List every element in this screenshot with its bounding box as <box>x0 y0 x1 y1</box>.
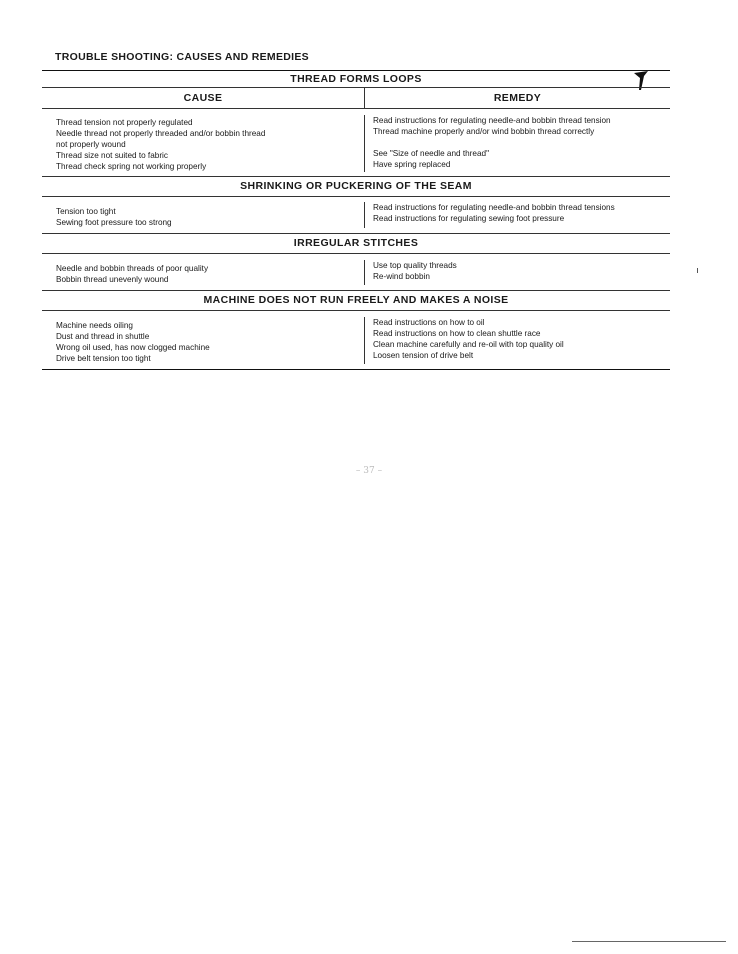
cause-cell <box>42 317 365 364</box>
cause-line: not properly wound <box>56 140 126 149</box>
footer-rule <box>572 941 726 942</box>
page-number: – 37 – <box>355 466 383 476</box>
remedy-line: Read instructions on how to clean shuttle race <box>373 329 541 338</box>
cause-cell <box>42 260 365 285</box>
remedy-line: Use top quality threads <box>373 261 457 270</box>
remedy-line: Clean machine carefully and re-oil with top quality oil <box>373 340 564 349</box>
cause-cell <box>42 115 365 172</box>
cause-line: Dust and thread in shuttle <box>56 332 150 341</box>
cause-column-header: CAUSE <box>42 88 365 108</box>
cause-line: Thread size not suited to fabric <box>56 151 168 160</box>
remedy-line: Read instructions for regulating sewing foot pressure <box>373 214 565 223</box>
section-row <box>42 254 670 290</box>
remedy-line: See "Size of needle and thread" <box>373 149 489 158</box>
remedy-line: Read instructions for regulating needle-and bobbin thread tensions <box>373 203 615 212</box>
remedy-cell <box>365 115 670 172</box>
remedy-line: Loosen tension of drive belt <box>373 351 474 360</box>
section-title: MACHINE DOES NOT RUN FREELY AND MAKES A NOISE <box>203 294 509 306</box>
scan-artifact <box>697 268 698 273</box>
column-headers <box>42 88 670 108</box>
remedy-column-header: REMEDY <box>493 92 542 104</box>
cause-line: Wrong oil used, has now clogged machine <box>56 343 210 352</box>
cause-line: Needle and bobbin threads of poor quality <box>56 264 209 273</box>
cause-line: Thread check spring not working properly <box>56 162 207 171</box>
remedy-cell <box>365 317 670 364</box>
remedy-cell <box>365 260 670 285</box>
page-title: TROUBLE SHOOTING: CAUSES AND REMEDIES <box>55 51 309 63</box>
rule <box>42 369 670 370</box>
remedy-line: Read instructions on how to oil <box>373 318 485 327</box>
cause-line: Drive belt tension too tight <box>56 354 151 363</box>
cause-cell <box>42 202 365 228</box>
remedy-cell <box>365 202 670 228</box>
remedy-line: Have spring replaced <box>373 160 451 169</box>
remedy-line: Re-wind bobbin <box>373 272 430 281</box>
section-title: THREAD FORMS LOOPS <box>290 73 422 85</box>
cause-line: Thread tension not properly regulated <box>56 118 193 127</box>
section-row <box>42 197 670 233</box>
cause-line: Tension too tight <box>56 207 116 216</box>
cause-line: Machine needs oiling <box>56 321 133 330</box>
section-row <box>42 109 670 176</box>
trouble-shooting-table <box>42 70 670 370</box>
remedy-line: Read instructions for regulating needle-and bobbin thread tension <box>373 116 611 125</box>
section-title: IRREGULAR STITCHES <box>293 237 419 249</box>
cause-line: Bobbin thread unevenly wound <box>56 275 169 284</box>
cause-line: Sewing foot pressure too strong <box>56 218 172 227</box>
section-title: SHRINKING OR PUCKERING OF THE SEAM <box>240 180 472 192</box>
section-row <box>42 311 670 369</box>
remedy-line: Thread machine properly and/or wind bobbin thread correctly <box>373 127 595 136</box>
cause-line: Needle thread not properly threaded and/or bobbin thread <box>56 129 266 138</box>
spacer <box>373 137 670 148</box>
